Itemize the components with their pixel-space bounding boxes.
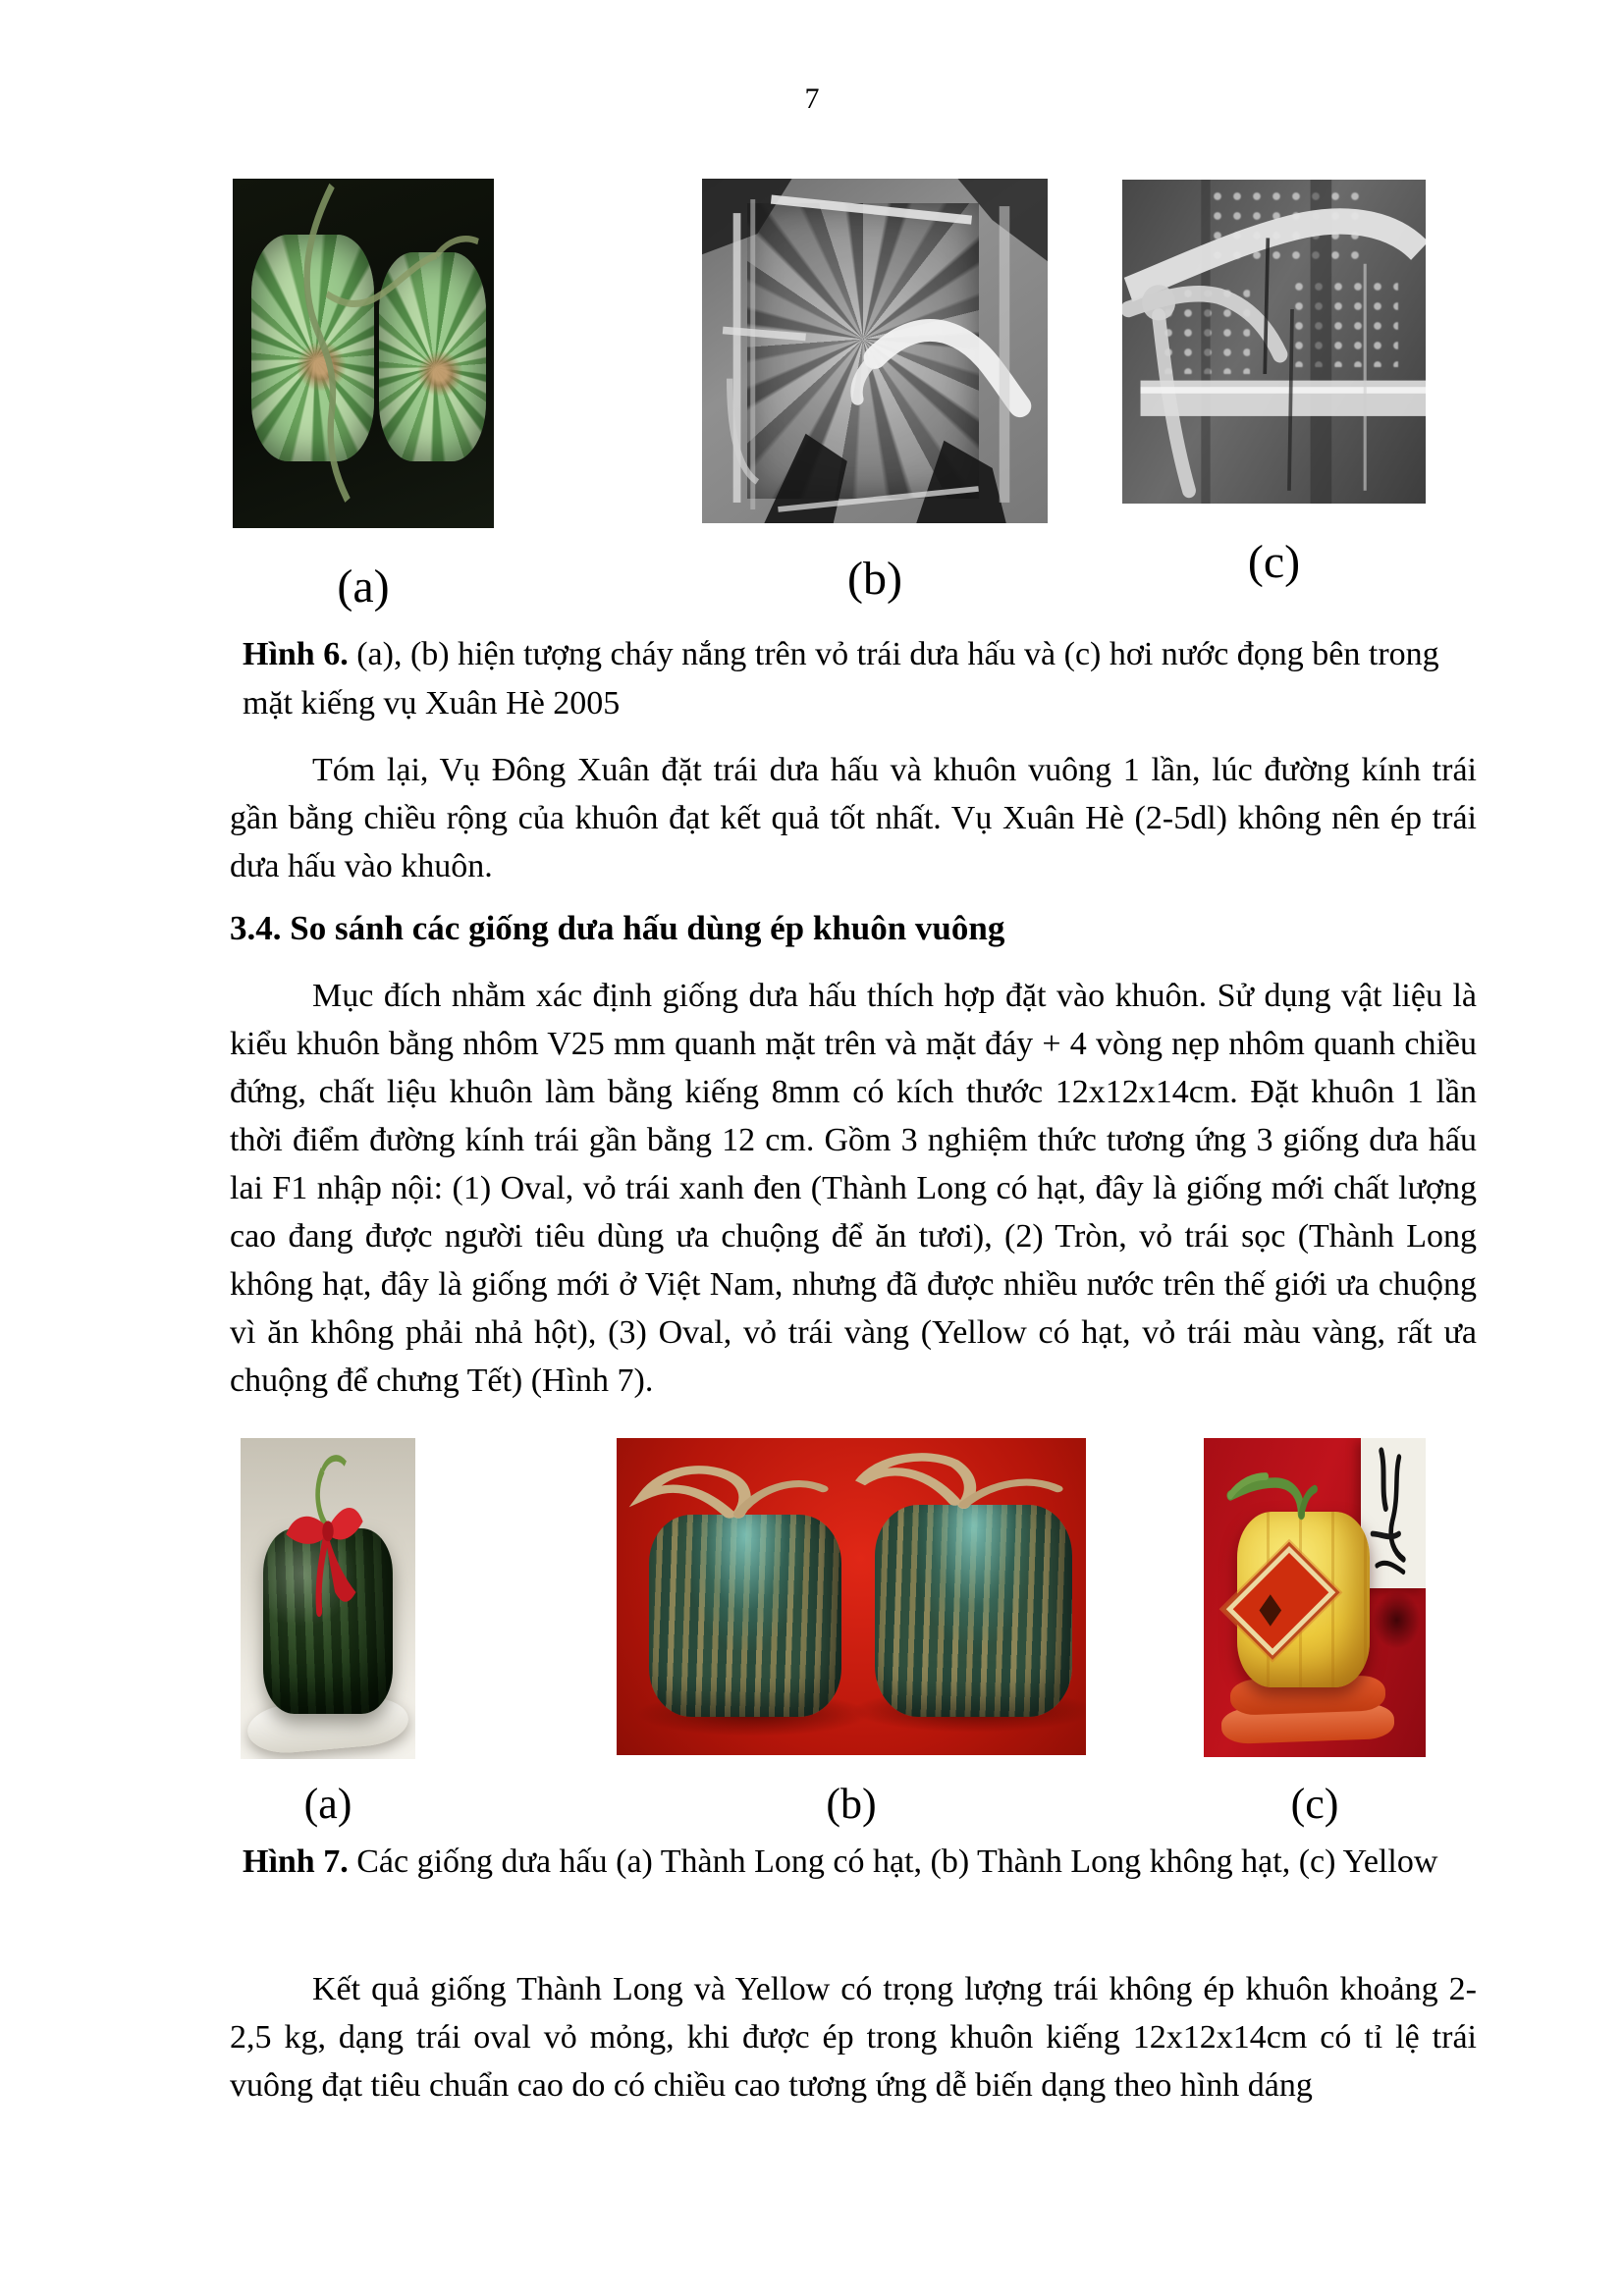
figure6-label-c: (c)	[1247, 536, 1301, 588]
figure6-label-b: (b)	[847, 553, 902, 605]
figure7-caption-text: Các giống dưa hấu (a) Thành Long có hạt, (b) Thành Long không hạt, (c) Yellow	[348, 1843, 1438, 1880]
figure6-photo-a-sunburn-melons	[233, 179, 494, 528]
figure7-photo-b-thanh-long-seedless	[617, 1438, 1086, 1755]
figure6-label-a: (a)	[337, 561, 390, 613]
vine-icon	[233, 179, 494, 528]
figure7-label-a: (a)	[303, 1780, 352, 1828]
paragraph-summary: Tóm lại, Vụ Đông Xuân đặt trái dưa hấu và khuôn vuông 1 lần, lúc đường kính trái gần bằng chiều rộng của khuôn đạt kết quả tốt nhất. Vụ Xuân Hè (2-5dl) không nên ép trái dưa hấu vào khuôn.	[230, 752, 1477, 884]
figure7-photo-c-yellow-melon	[1204, 1438, 1426, 1757]
figure6-caption-number: Hình 6.	[243, 636, 349, 672]
stem-and-calligraphy-icon	[1204, 1438, 1426, 1757]
glass-mold-frame-icon	[702, 179, 1048, 523]
figure7-caption	[243, 1838, 1473, 1887]
figure6-caption	[243, 630, 1473, 728]
figure7-photo-a-thanh-long-seeded	[241, 1438, 415, 1759]
figure7-caption-number: Hình 7.	[243, 1843, 349, 1880]
figure6-caption-text: (a), (b) hiện tượng cháy nắng trên vỏ trái dưa hấu và (c) hơi nước đọng bên trong mặt kiếng vụ Xuân Hè 2005	[243, 636, 1439, 721]
figure6-photo-c-condensation-straps	[1122, 180, 1426, 504]
figure6-photo-b-melon-in-glass-mold	[702, 179, 1048, 523]
paragraph-results: Kết quả giống Thành Long và Yellow có trọng lượng trái không ép khuôn khoảng 2-2,5 kg, dạng trái oval vỏ mỏng, khi được ép trong khuôn kiếng 12x12x14cm có tỉ lệ trái vuông đạt tiêu chuẩn cao do có chiều cao tương ứng dễ biến dạng theo hình dáng	[230, 1971, 1477, 2104]
figure7-label-c: (c)	[1290, 1780, 1339, 1828]
page-number: 7	[804, 82, 820, 115]
red-ribbon-icon	[241, 1438, 415, 1759]
strap-and-vine-icon	[1122, 180, 1426, 504]
section-heading-3-4: 3.4. So sánh các giống dưa hấu dùng ép khuôn vuông	[230, 909, 1005, 947]
dried-vine-icon	[617, 1438, 1086, 1755]
figure7-label-b: (b)	[826, 1780, 877, 1828]
paragraph-method: Mục đích nhằm xác định giống dưa hấu thích hợp đặt vào khuôn. Sử dụng vật liệu là kiểu khuôn bằng nhôm V25 mm quanh mặt trên và mặt đáy + 4 vòng nẹp nhôm quanh chiều đứng, chất liệu khuôn làm bằng kiếng 8mm có kích thước 12x12x14cm. Đặt khuôn 1 lần thời điểm đường kính trái gần bằng 12 cm. Gồm 3 nghiệm thức tương ứng 3 giống dưa hấu lai F1 nhập nội: (1) Oval, vỏ trái xanh đen (Thành Long có hạt, đây là giống mới chất lượng cao đang được người tiêu dùng ưa chuộng để ăn tươi), (2) Tròn, vỏ trái sọc (Thành Long không hạt, đây là giống mới ở Việt Nam, nhưng đã được nhiều nước trên thế giới ưa chuộng vì ăn không phải nhả hột), (3) Oval, vỏ trái vàng (Yellow có hạt, vỏ trái màu vàng, rất ưa chuộng để chưng Tết) (Hình 7).	[230, 978, 1477, 1399]
